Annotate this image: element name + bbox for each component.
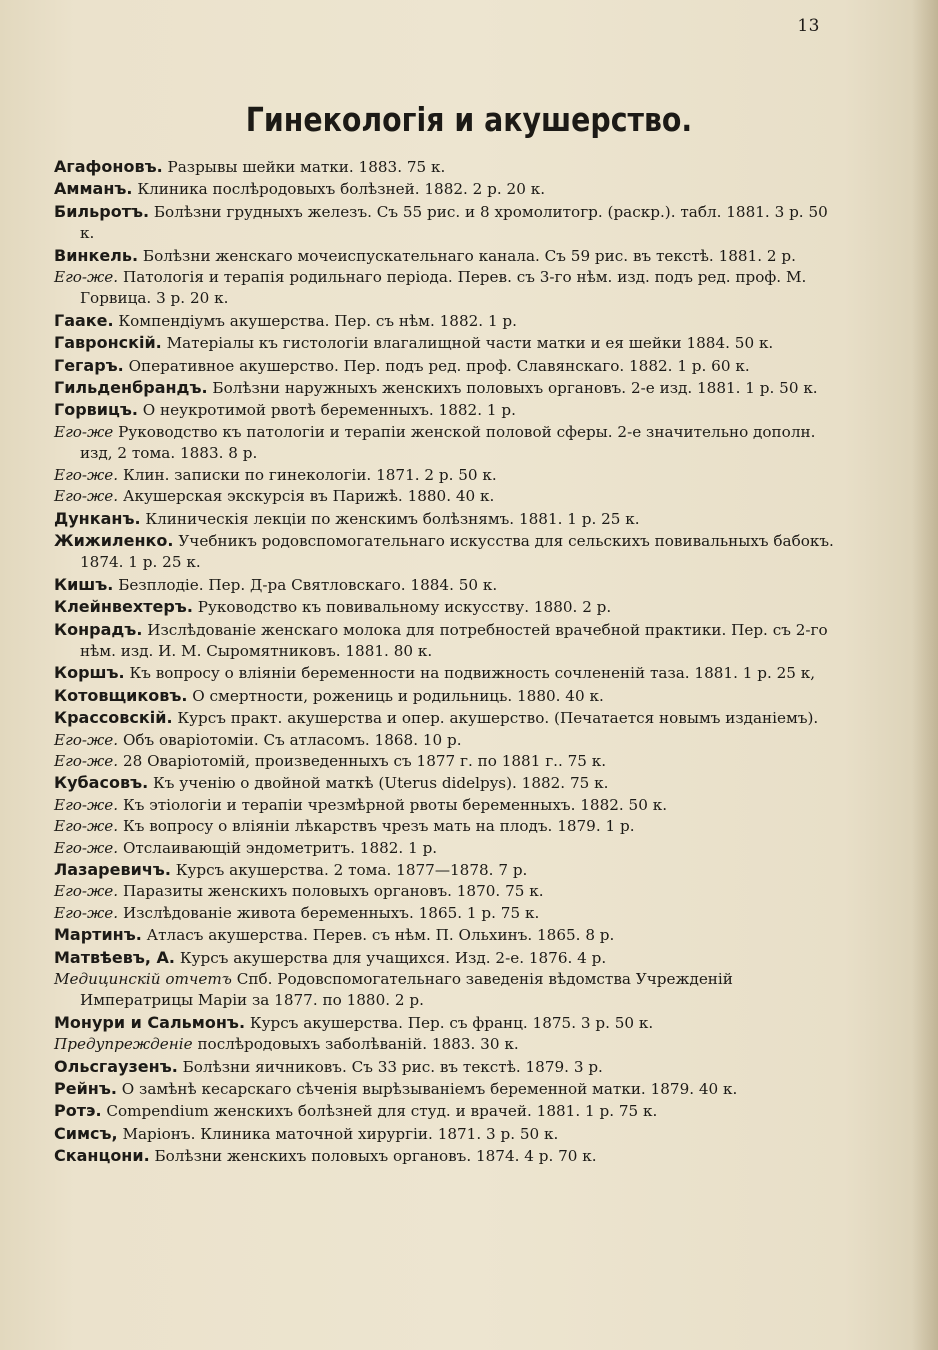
bibliography-entry [54,332,844,354]
bibliography-entry [54,772,844,794]
entry-author: Конрадъ. [54,619,143,639]
bibliography-entry [54,267,844,310]
bibliography-entry [54,596,844,618]
entry-description: Курсъ акушерства для учащихся. Изд. 2-е. 1876. 4 р. [179,948,607,967]
entry-description: Болѣзни яичниковъ. Съ 33 рис. въ текстѣ. 1879. 3 р. [182,1057,603,1076]
entry-author: Котовщиковъ. [54,685,188,705]
entry-author: Его-же [54,422,114,441]
entry-author: Кубасовъ. [54,773,149,793]
bibliography-entry [54,707,844,729]
bibliography-entry [54,574,844,596]
bibliography-entry [54,178,844,200]
entry-description: Изслѣдованіе женскаго молока для потребностей врачебной практики. Пер. съ 2-го нѣм. изд. И. М. Сыромятниковъ. 1881. 80 к. [80,620,828,660]
bibliography-entry [54,465,844,486]
entry-description: Къ этіологіи и терапіи чрезмѣрной рвоты беременныхъ. 1882. 50 к. [122,795,668,814]
entry-description: Спб. Родовспомогательнаго заведенія вѣдомства Учрежденій Императрицы Маріи за 1877. по 1880. 2 р. [80,970,733,1010]
entry-author: Клейнвехтеръ. [54,597,193,617]
entry-description: Болѣзни грудныхъ железъ. Съ 55 рис. и 8 хромолитогр. (раскр.). табл. 1881. 3 р. 50 к. [80,202,828,243]
bibliography-entry [54,619,844,663]
entry-description: Матеріалы къ гистологіи влагалищной части матки и ея шейки 1884. 50 к. [166,334,774,353]
bibliography-entry [54,816,844,837]
entry-description: О замѣнѣ кесарскаго сѣченія вырѣзываніемъ беременной матки. 1879. 40 к. [121,1080,738,1099]
entry-author: Рейнъ. [54,1079,117,1099]
bibliography-entry [54,1100,844,1122]
entry-author: Матвѣевъ, А. [54,947,175,967]
bibliography-entry [54,881,844,902]
bibliography-entry [54,1056,844,1078]
entry-author: Лазаревичъ. [54,860,171,879]
entry-author: Медицинскій отчетъ [54,970,232,989]
entry-author: Коршъ. [54,663,125,683]
entry-author: Предупрежденіе [54,1035,193,1054]
entry-description: Курсъ акушерства. 2 тома. 1877—1878. 7 р. [175,861,528,879]
entry-description: Отслаивающій эндометритъ. 1882. 1 р. [122,838,438,857]
entry-author: Его-же. [54,730,119,749]
entry-description: Compendium женскихъ болѣзней для студ. и врачей. 1881. 1 р. 75 к. [106,1102,658,1121]
bibliography-entry [54,662,844,684]
bibliography-entry [54,924,844,946]
bibliography-entry [54,685,844,707]
bibliography-entry [54,377,844,399]
entry-description: Клин. записки по гинекологіи. 1871. 2 р. 50 к. [122,465,497,484]
bibliography-entry [54,310,844,332]
bibliography-entry [54,399,844,421]
bibliography-entry [54,969,844,1012]
entry-author: Симсъ, [54,1123,118,1143]
entry-description: Руководство къ повивальному искусству. 1880. 2 р. [197,598,612,617]
entry-author: Крассовскій. [54,708,173,728]
entry-description: Курсъ акушерства. Пер. съ франц. 1875. 3 р. 50 к. [249,1013,654,1032]
entry-author: Его-же. [54,882,119,901]
entry-description: Къ ученію о двойной маткѣ (Uterus didelpys). 1882. 75 к. [153,774,609,793]
entry-author: Кишъ. [54,574,114,594]
bibliography-entry [54,201,844,245]
entry-author: Его-же. [54,751,119,770]
bibliography-list [54,156,844,1168]
entry-author: Сканцони. [54,1146,150,1166]
entry-author: Его-же. [54,795,119,814]
entry-description: Клиника послѣродовыхъ болѣзней. 1882. 2 р. 20 к. [137,180,546,199]
entry-author: Горвицъ. [54,400,138,420]
entry-author: Бильротъ. [54,201,150,221]
bibliography-entry [54,1123,844,1145]
entry-author: Гааке. [54,310,114,330]
bibliography-entry [54,903,844,924]
entry-author: Мартинъ. [54,925,142,945]
entry-description: 28 Оваріотомій, произведенныхъ съ 1877 г. по 1881 г.. 75 к. [122,751,607,770]
entry-description: послѣродовыхъ заболѣваній. 1883. 30 к. [197,1035,519,1054]
entry-author: Агафоновъ. [54,157,163,176]
entry-description: Болѣзни наружныхъ женскихъ половыхъ органовъ. 2-е изд. 1881. 1 р. 50 к. [212,379,818,398]
entry-author: Амманъ. [54,179,133,199]
entry-description: Разрывы шейки матки. 1883. 75 к. [167,158,446,176]
entry-author: Дунканъ. [54,508,141,528]
bibliography-entry [54,508,844,530]
entry-author: Жижиленко. [54,530,174,550]
bibliography-entry [54,486,844,507]
page-title: Гинекологія и акушерство. [245,100,693,139]
entry-author: Его-же. [54,268,119,287]
entry-description: Курсъ практ. акушерства и опер. акушерство. (Печатается новымъ изданіемъ). [177,709,819,728]
entry-author: Гегаръ. [54,355,124,375]
entry-description: Паразиты женскихъ половыхъ органовъ. 1870. 75 к. [122,882,544,901]
page-number: 13 [797,16,820,36]
bibliography-entry [54,1034,844,1055]
entry-description: Изслѣдованіе живота беременныхъ. 1865. 1 р. 75 к. [122,903,540,922]
bibliography-entry [54,795,844,816]
entry-description: Къ вопросу о вліяніи беременности на подвижность сочлененій таза. 1881. 1 р. 25 к, [129,664,816,683]
bibliography-entry [54,751,844,772]
entry-description: Болѣзни женскихъ половыхъ органовъ. 1874. 4 р. 70 к. [154,1147,597,1166]
entry-author: Винкель. [54,245,139,265]
page-edge-shadow [912,0,938,1350]
entry-description: О смертности, рожениць и родильниць. 1880. 40 к. [192,686,604,705]
entry-description: Компендіумъ акушерства. Пер. съ нѣм. 1882. 1 р. [118,311,517,330]
entry-description: Акушерская экскурсія въ Парижѣ. 1880. 40 к. [122,487,495,506]
entry-author: Его-же. [54,903,119,922]
entry-description: Къ вопросу о вліяніи лѣкарствъ чрезъ мать на плодъ. 1879. 1 р. [122,817,635,836]
entry-description: Учебникъ родовспомогательнаго искусства для сельскихъ повивальныхъ бабокъ. 1874. 1 р. 25 к. [80,531,834,572]
entry-author: Ольсгаузенъ. [54,1056,178,1076]
bibliography-entry [54,355,844,377]
bibliography-entry [54,947,844,969]
entry-description: Объ оваріотоміи. Съ атласомъ. 1868. 10 р. [122,730,462,749]
entry-author: Его-же. [54,465,119,484]
bibliography-entry [54,245,844,267]
entry-description: Болѣзни женскаго мочеиспускательнаго канала. Съ 59 рис. въ текстѣ. 1881. 2 р. [142,246,796,265]
bibliography-entry [54,859,844,881]
entry-description: Клиническія лекціи по женскимъ болѣзнямъ. 1881. 1 р. 25 к. [145,509,640,528]
entry-author: Монури и Сальмонъ. [54,1012,246,1032]
entry-description: Маріонъ. Клиника маточной хирургіи. 1871. 3 р. 50 к. [122,1124,559,1143]
entry-description: Патологія и терапія родильнаго періода. Перев. съ 3-го нѣм. изд. подъ ред. проф. М. Горвица. 3 р. 20 к. [80,268,807,308]
bibliography-entry [54,1145,844,1167]
entry-description: Руководство къ патологіи и терапіи женской половой сферы. 2-е значительно дополн. изд, 2 тома. 1883. 8 р. [80,422,816,463]
bibliography-entry [54,422,844,465]
entry-author: Его-же. [54,817,119,836]
entry-author: Ротэ. [54,1101,102,1121]
entry-description: Безплодіе. Пер. Д-ра Святловскаго. 1884. 50 к. [118,575,498,594]
bibliography-entry [54,530,844,574]
bibliography-entry [54,1078,844,1100]
bibliography-entry [54,1012,844,1034]
bibliography-entry [54,838,844,859]
bibliography-entry [54,156,844,178]
entry-description: Атласъ акушерства. Перев. съ нѣм. П. Ольхинъ. 1865. 8 р. [146,926,615,945]
entry-description: О неукротимой рвотѣ беременныхъ. 1882. 1 р. [142,401,516,420]
entry-description: Оперативное акушерство. Пер. подъ ред. проф. Славянскаго. 1882. 1 р. 60 к. [128,356,750,375]
entry-author: Его-же. [54,487,119,506]
entry-author: Его-же. [54,838,119,857]
entry-author: Гавронскій. [54,333,162,353]
entry-author: Гильденбрандъ. [54,378,208,398]
bibliography-entry [54,730,844,751]
